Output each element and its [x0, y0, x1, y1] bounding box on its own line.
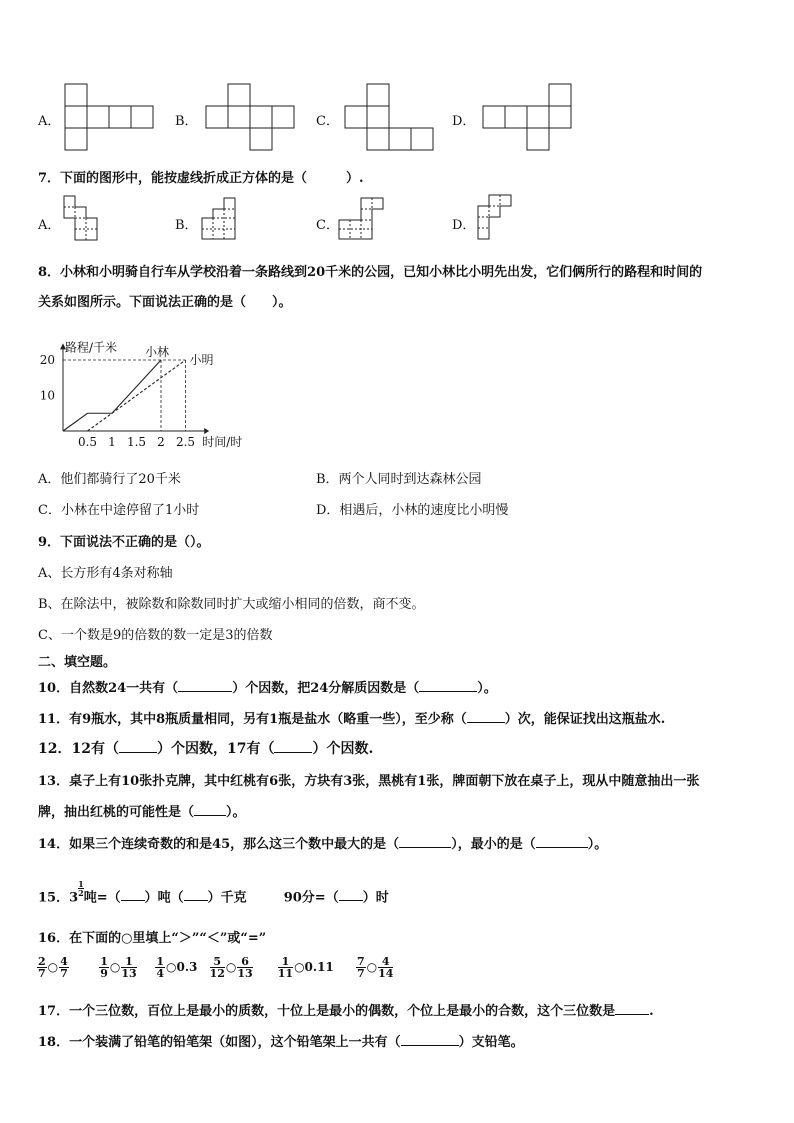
q8-distance-time-chart	[30, 328, 280, 454]
q6-net-a-figure	[64, 83, 158, 153]
q17-question	[38, 1000, 654, 1019]
section-title-fill-in: 二、填空题。	[38, 655, 117, 670]
y-tick-label: 10	[39, 388, 55, 403]
q16-pair-2[interactable]: $\frac{1}{9}$ ○ $\frac{1}{13}$	[100, 955, 137, 980]
q8-option-d[interactable]: D．相遇后，小林的速度比小明慢	[316, 503, 509, 518]
q11-text-a: 11．有9瓶水，其中8瓶质量相同，另有1瓶是盐水（略重一些），至少称（	[38, 712, 467, 727]
q7-figure-d	[476, 193, 520, 245]
q15-text-c: ）千克	[207, 890, 247, 906]
q16-pair-4[interactable]: $\frac{5}{12}$ ○ $\frac{6}{13}$	[209, 955, 253, 980]
series-label: 小明	[189, 353, 214, 367]
q6-net-c-figure	[344, 83, 438, 153]
q8-option-a[interactable]: A．他们都骑行了20千米	[38, 472, 181, 487]
series-line-2	[88, 360, 186, 431]
q16-pair-1[interactable]: $\frac{2}{7}$ ○ $\frac{4}{7}$	[38, 955, 68, 980]
q6-net-b-figure	[205, 83, 299, 153]
q14-blank-1[interactable]	[399, 847, 451, 848]
q16-pair-5[interactable]: $\frac{1}{11}$ ○0.11	[277, 955, 334, 980]
x-axis-label: 时间/时	[202, 435, 243, 449]
q10-text-c: ）。	[477, 681, 497, 696]
q15-text-e: ）时	[362, 890, 389, 906]
q10-text-a: 10．自然数24一共有（	[38, 681, 179, 696]
y-tick-label: 20	[39, 353, 55, 367]
q15-frac-num: 1	[78, 879, 84, 889]
q15-frac-den: 2	[78, 888, 84, 898]
q6-option-c-label[interactable]: C．	[316, 114, 339, 129]
q13-text-a: 牌，抽出红桃的可能性是（	[38, 805, 195, 820]
q13-line2	[38, 801, 246, 820]
q16-comparisons	[36, 956, 415, 979]
q6-option-a-label[interactable]: A．	[38, 114, 61, 129]
q7-figure-a	[62, 194, 102, 248]
q7-figure-c	[337, 196, 391, 242]
x-tick-label: 1	[108, 435, 116, 449]
q13-line1: 13．桌子上有10张扑克牌，其中红桃有6张，方块有3张，黑桃有1张，牌面朝下放在桌子上，现从中随意抽出一张	[38, 774, 700, 789]
q6-option-b-label[interactable]: B．	[175, 114, 198, 129]
q18-text-b: ）支铅笔。	[458, 1035, 524, 1050]
series-label: 小林	[145, 345, 170, 359]
q7-figure-b	[200, 196, 244, 242]
q12-blank-1[interactable]	[119, 752, 157, 753]
q16-stem: 16．在下面的○里填上“＞”“＜”或“=”	[38, 931, 267, 946]
q15-question	[38, 880, 389, 905]
q8-stem-line2: 关系如图所示。下面说法正确的是（ ）。	[38, 295, 292, 310]
x-tick-label: 0.5	[77, 435, 98, 449]
x-tick-label: 2	[157, 435, 165, 449]
q15-text-a: 吨=（	[83, 890, 121, 906]
q7-option-c-label[interactable]: C．	[316, 218, 339, 233]
q6-option-d-label[interactable]: D．	[452, 114, 476, 129]
q9-option-b[interactable]: B、在除法中，被除数和除数同时扩大或缩小相同的倍数，商不变。	[38, 597, 425, 612]
q12-text-b: ）个因数，17有（	[156, 741, 275, 757]
q7-stem: 7．下面的图形中，能按虚线折成正方体的是（ ）.	[38, 171, 364, 186]
q6-net-d-figure	[482, 83, 576, 153]
q12-text-c: ）个因数.	[312, 741, 374, 757]
q8-option-c[interactable]: C．小林在中途停留了1小时	[38, 503, 200, 518]
series-line-1	[63, 360, 161, 431]
q14-blank-2[interactable]	[536, 847, 588, 848]
q18-text-a: 18．一个装满了铅笔的铅笔架（如图），这个铅笔架上一共有（	[38, 1035, 401, 1050]
q14-question	[38, 833, 607, 852]
q18-blank[interactable]	[401, 1045, 459, 1046]
q16-pair-3[interactable]: $\frac{1}{4}$ ○0.3	[156, 955, 198, 980]
q15-text-b: ）吨（	[144, 890, 184, 906]
q15-prefix: 15．3	[38, 890, 79, 906]
q13-text-b: ）。	[226, 805, 246, 820]
q9-option-a[interactable]: A、长方形有4条对称轴	[38, 566, 173, 581]
q16-pair-6[interactable]: $\frac{7}{7}$ ○ $\frac{4}{14}$	[356, 955, 394, 980]
q12-question	[38, 738, 373, 758]
q7-option-d-label[interactable]: D．	[452, 218, 476, 233]
q10-blank-2[interactable]	[419, 691, 477, 692]
q11-blank[interactable]	[467, 722, 505, 723]
q15-blank-3[interactable]	[339, 900, 363, 901]
q9-stem: 9．下面说法不正确的是（）。	[38, 535, 210, 550]
q14-text-c: ）。	[587, 837, 608, 852]
q17-text: 17．一个三位数，百位上是最小的质数，十位上是最小的偶数，个位上是最小的合数，这个三位数是	[38, 1004, 616, 1019]
q17-blank[interactable]	[615, 1014, 649, 1015]
q12-blank-2[interactable]	[274, 752, 312, 753]
q17-text-end: .	[649, 1004, 654, 1019]
q8-option-b[interactable]: B．两个人同时到达森林公园	[316, 472, 482, 487]
q18-question	[38, 1031, 524, 1050]
q15-blank-1[interactable]	[121, 900, 145, 901]
q8-stem-line1: 8．小林和小明骑自行车从学校沿着一条路线到20千米的公园，已知小林比小明先出发，它们俩所行的路程和时间的	[38, 265, 703, 280]
y-axis-label: 路程/千米	[65, 340, 118, 355]
x-tick-label: 1.5	[126, 435, 147, 449]
q15-blank-2[interactable]	[184, 900, 208, 901]
q12-text-a: 12．12有（	[38, 741, 119, 757]
q14-text-a: 14．如果三个连续奇数的和是45，那么这三个数中最大的是（	[38, 837, 400, 852]
q15-text-d: 90分=（	[283, 890, 339, 906]
q11-question	[38, 708, 665, 727]
q11-text-b: ）次，能保证找出这瓶盐水.	[504, 712, 666, 727]
q7-option-a-label[interactable]: A．	[38, 218, 61, 233]
x-tick-label: 2.5	[175, 435, 196, 449]
q10-question	[38, 677, 497, 696]
q7-option-b-label[interactable]: B．	[175, 218, 198, 233]
q13-blank[interactable]	[194, 815, 226, 816]
x-axis-arrow	[204, 428, 209, 434]
q10-blank-1[interactable]	[178, 691, 232, 692]
q10-text-b: ）个因数，把24分解质因数是（	[232, 681, 420, 696]
q9-option-c[interactable]: C、一个数是9的倍数的数一定是3的倍数	[38, 628, 273, 643]
q14-text-b: ），最小的是（	[451, 837, 536, 852]
